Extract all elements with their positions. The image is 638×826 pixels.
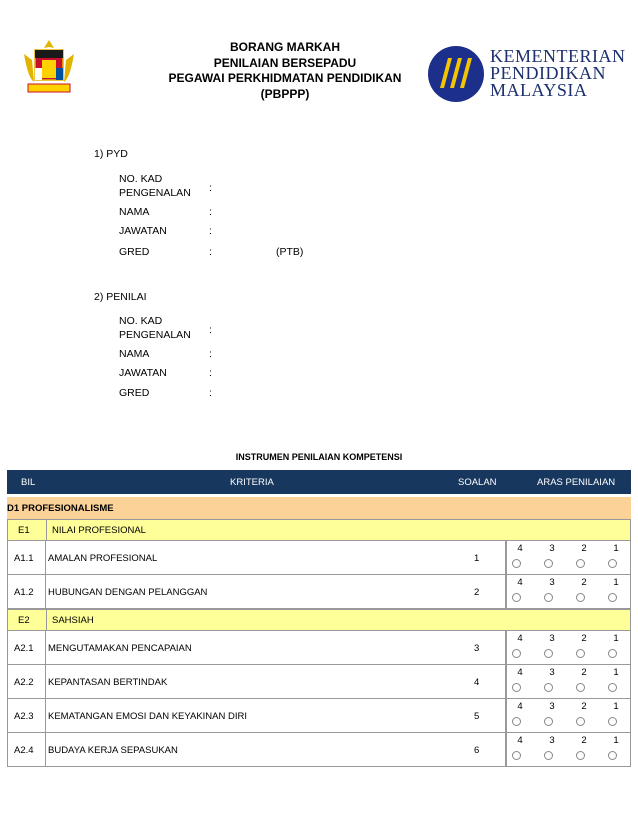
radio-level-4[interactable] <box>512 649 521 658</box>
level-label-2: 2 <box>581 633 587 644</box>
group-divider <box>46 610 47 630</box>
kriteria-value: KEPANTASAN BERTINDAK <box>48 677 168 688</box>
radio-level-3[interactable] <box>544 593 553 602</box>
radio-level-2[interactable] <box>576 559 585 568</box>
group-row-e2 <box>7 609 631 631</box>
group-code: E2 <box>18 615 30 626</box>
pyd-heading: 1) PYD <box>94 148 128 160</box>
radio-level-1[interactable] <box>608 751 617 760</box>
pyd-jawatan-label: JAWATAN <box>119 225 167 237</box>
table-row <box>7 541 631 575</box>
table-header <box>7 470 631 494</box>
ministry-name: KEMENTERIAN PENDIDIKAN MALAYSIA <box>490 46 626 100</box>
bil-value: A1.1 <box>14 553 34 564</box>
level-label-3: 3 <box>549 633 555 644</box>
penilai-ic-label: NO. KAD PENGENALAN <box>119 315 191 341</box>
soalan-divider <box>506 631 507 664</box>
radio-level-2[interactable] <box>576 717 585 726</box>
radio-level-1[interactable] <box>608 593 617 602</box>
table-row <box>7 631 631 665</box>
bil-value: A2.1 <box>14 643 34 654</box>
level-label-4: 4 <box>517 667 523 678</box>
soalan-divider <box>506 733 507 766</box>
kriteria-value: MENGUTAMAKAN PENCAPAIAN <box>48 643 192 654</box>
penilai-jawatan-sep: : <box>209 367 212 379</box>
header-soalan: SOALAN <box>458 477 497 488</box>
level-label-2: 2 <box>581 543 587 554</box>
header-kriteria: KRITERIA <box>230 477 274 488</box>
penilai-jawatan-label: JAWATAN <box>119 367 167 379</box>
header-aras: ARAS PENILAIAN <box>537 477 616 488</box>
penilai-gred-label: GRED <box>119 387 150 399</box>
level-label-3: 3 <box>549 577 555 588</box>
kriteria-value: HUBUNGAN DENGAN PELANGGAN <box>48 587 208 598</box>
radio-level-2[interactable] <box>576 649 585 658</box>
penilai-nama-label: NAMA <box>119 348 150 360</box>
soalan-value: 4 <box>474 677 480 688</box>
radio-level-1[interactable] <box>608 683 617 692</box>
kpm-logo <box>426 44 486 104</box>
penilai-nama-sep: : <box>209 348 212 360</box>
kriteria-value: BUDAYA KERJA SEPASUKAN <box>48 745 178 756</box>
radio-level-4[interactable] <box>512 683 521 692</box>
level-label-1: 1 <box>613 577 619 588</box>
bil-value: A1.2 <box>14 587 34 598</box>
level-label-1: 1 <box>613 735 619 746</box>
kriteria-value: AMALAN PROFESIONAL <box>48 553 158 564</box>
radio-level-1[interactable] <box>608 717 617 726</box>
group-code: E1 <box>18 525 30 536</box>
level-label-4: 4 <box>517 735 523 746</box>
pyd-nama-label: NAMA <box>119 206 150 218</box>
pyd-gred-label: GRED <box>119 246 150 258</box>
bil-value: A2.4 <box>14 745 34 756</box>
pyd-gred-value: (PTB) <box>276 246 304 258</box>
pyd-gred-sep: : <box>209 246 212 258</box>
soalan-divider <box>506 699 507 732</box>
soalan-value: 3 <box>474 643 480 654</box>
level-label-4: 4 <box>517 633 523 644</box>
level-label-4: 4 <box>517 543 523 554</box>
level-label-3: 3 <box>549 543 555 554</box>
radio-level-3[interactable] <box>544 559 553 568</box>
soalan-value: 5 <box>474 711 480 722</box>
radio-level-3[interactable] <box>544 649 553 658</box>
level-label-4: 4 <box>517 577 523 588</box>
bil-value: A2.2 <box>14 677 34 688</box>
penilai-heading: 2) PENILAI <box>94 291 147 303</box>
category-label: D1 PROFESIONALISME <box>7 503 114 514</box>
radio-level-4[interactable] <box>512 593 521 602</box>
soalan-divider <box>506 541 507 574</box>
table-row <box>7 665 631 699</box>
group-divider <box>46 520 47 540</box>
level-label-3: 3 <box>549 735 555 746</box>
table-row <box>7 575 631 609</box>
radio-level-4[interactable] <box>512 717 521 726</box>
soalan-value: 1 <box>474 553 480 564</box>
pyd-ic-label: NO. KAD PENGENALAN <box>119 173 191 199</box>
level-label-1: 1 <box>613 667 619 678</box>
header-bil: BIL <box>21 477 36 488</box>
radio-level-3[interactable] <box>544 717 553 726</box>
malaysia-coat-of-arms-logo <box>20 38 78 98</box>
form-title: BORANG MARKAH PENILAIAN BERSEPADU PEGAWAI PERKHIDMATAN PENDIDIKAN (PBPPP) <box>168 40 402 101</box>
radio-level-4[interactable] <box>512 751 521 760</box>
penilai-gred-sep: : <box>209 387 212 399</box>
pyd-ic-sep: : <box>209 182 212 194</box>
table-row <box>7 699 631 733</box>
radio-level-2[interactable] <box>576 593 585 602</box>
level-label-4: 4 <box>517 701 523 712</box>
level-label-2: 2 <box>581 735 587 746</box>
pyd-nama-sep: : <box>209 206 212 218</box>
instrument-title: INSTRUMEN PENILAIAN KOMPETENSI <box>235 452 403 462</box>
level-label-2: 2 <box>581 577 587 588</box>
radio-level-3[interactable] <box>544 683 553 692</box>
radio-level-2[interactable] <box>576 751 585 760</box>
soalan-value: 6 <box>474 745 480 756</box>
radio-level-2[interactable] <box>576 683 585 692</box>
group-name: SAHSIAH <box>52 615 94 626</box>
level-label-1: 1 <box>613 701 619 712</box>
category-row <box>7 497 631 519</box>
radio-level-4[interactable] <box>512 559 521 568</box>
penilai-ic-sep: : <box>209 324 212 336</box>
radio-level-1[interactable] <box>608 649 617 658</box>
level-label-3: 3 <box>549 667 555 678</box>
bil-value: A2.3 <box>14 711 34 722</box>
level-label-3: 3 <box>549 701 555 712</box>
soalan-divider <box>506 665 507 698</box>
level-label-1: 1 <box>613 633 619 644</box>
group-row-e1 <box>7 519 631 541</box>
table-row <box>7 733 631 767</box>
level-label-2: 2 <box>581 667 587 678</box>
level-label-2: 2 <box>581 701 587 712</box>
pyd-jawatan-sep: : <box>209 225 212 237</box>
soalan-value: 2 <box>474 587 480 598</box>
kriteria-value: KEMATANGAN EMOSI DAN KEYAKINAN DIRI <box>48 711 248 722</box>
radio-level-1[interactable] <box>608 559 617 568</box>
radio-level-3[interactable] <box>544 751 553 760</box>
soalan-divider <box>506 575 507 608</box>
group-name: NILAI PROFESIONAL <box>52 525 146 536</box>
level-label-1: 1 <box>613 543 619 554</box>
